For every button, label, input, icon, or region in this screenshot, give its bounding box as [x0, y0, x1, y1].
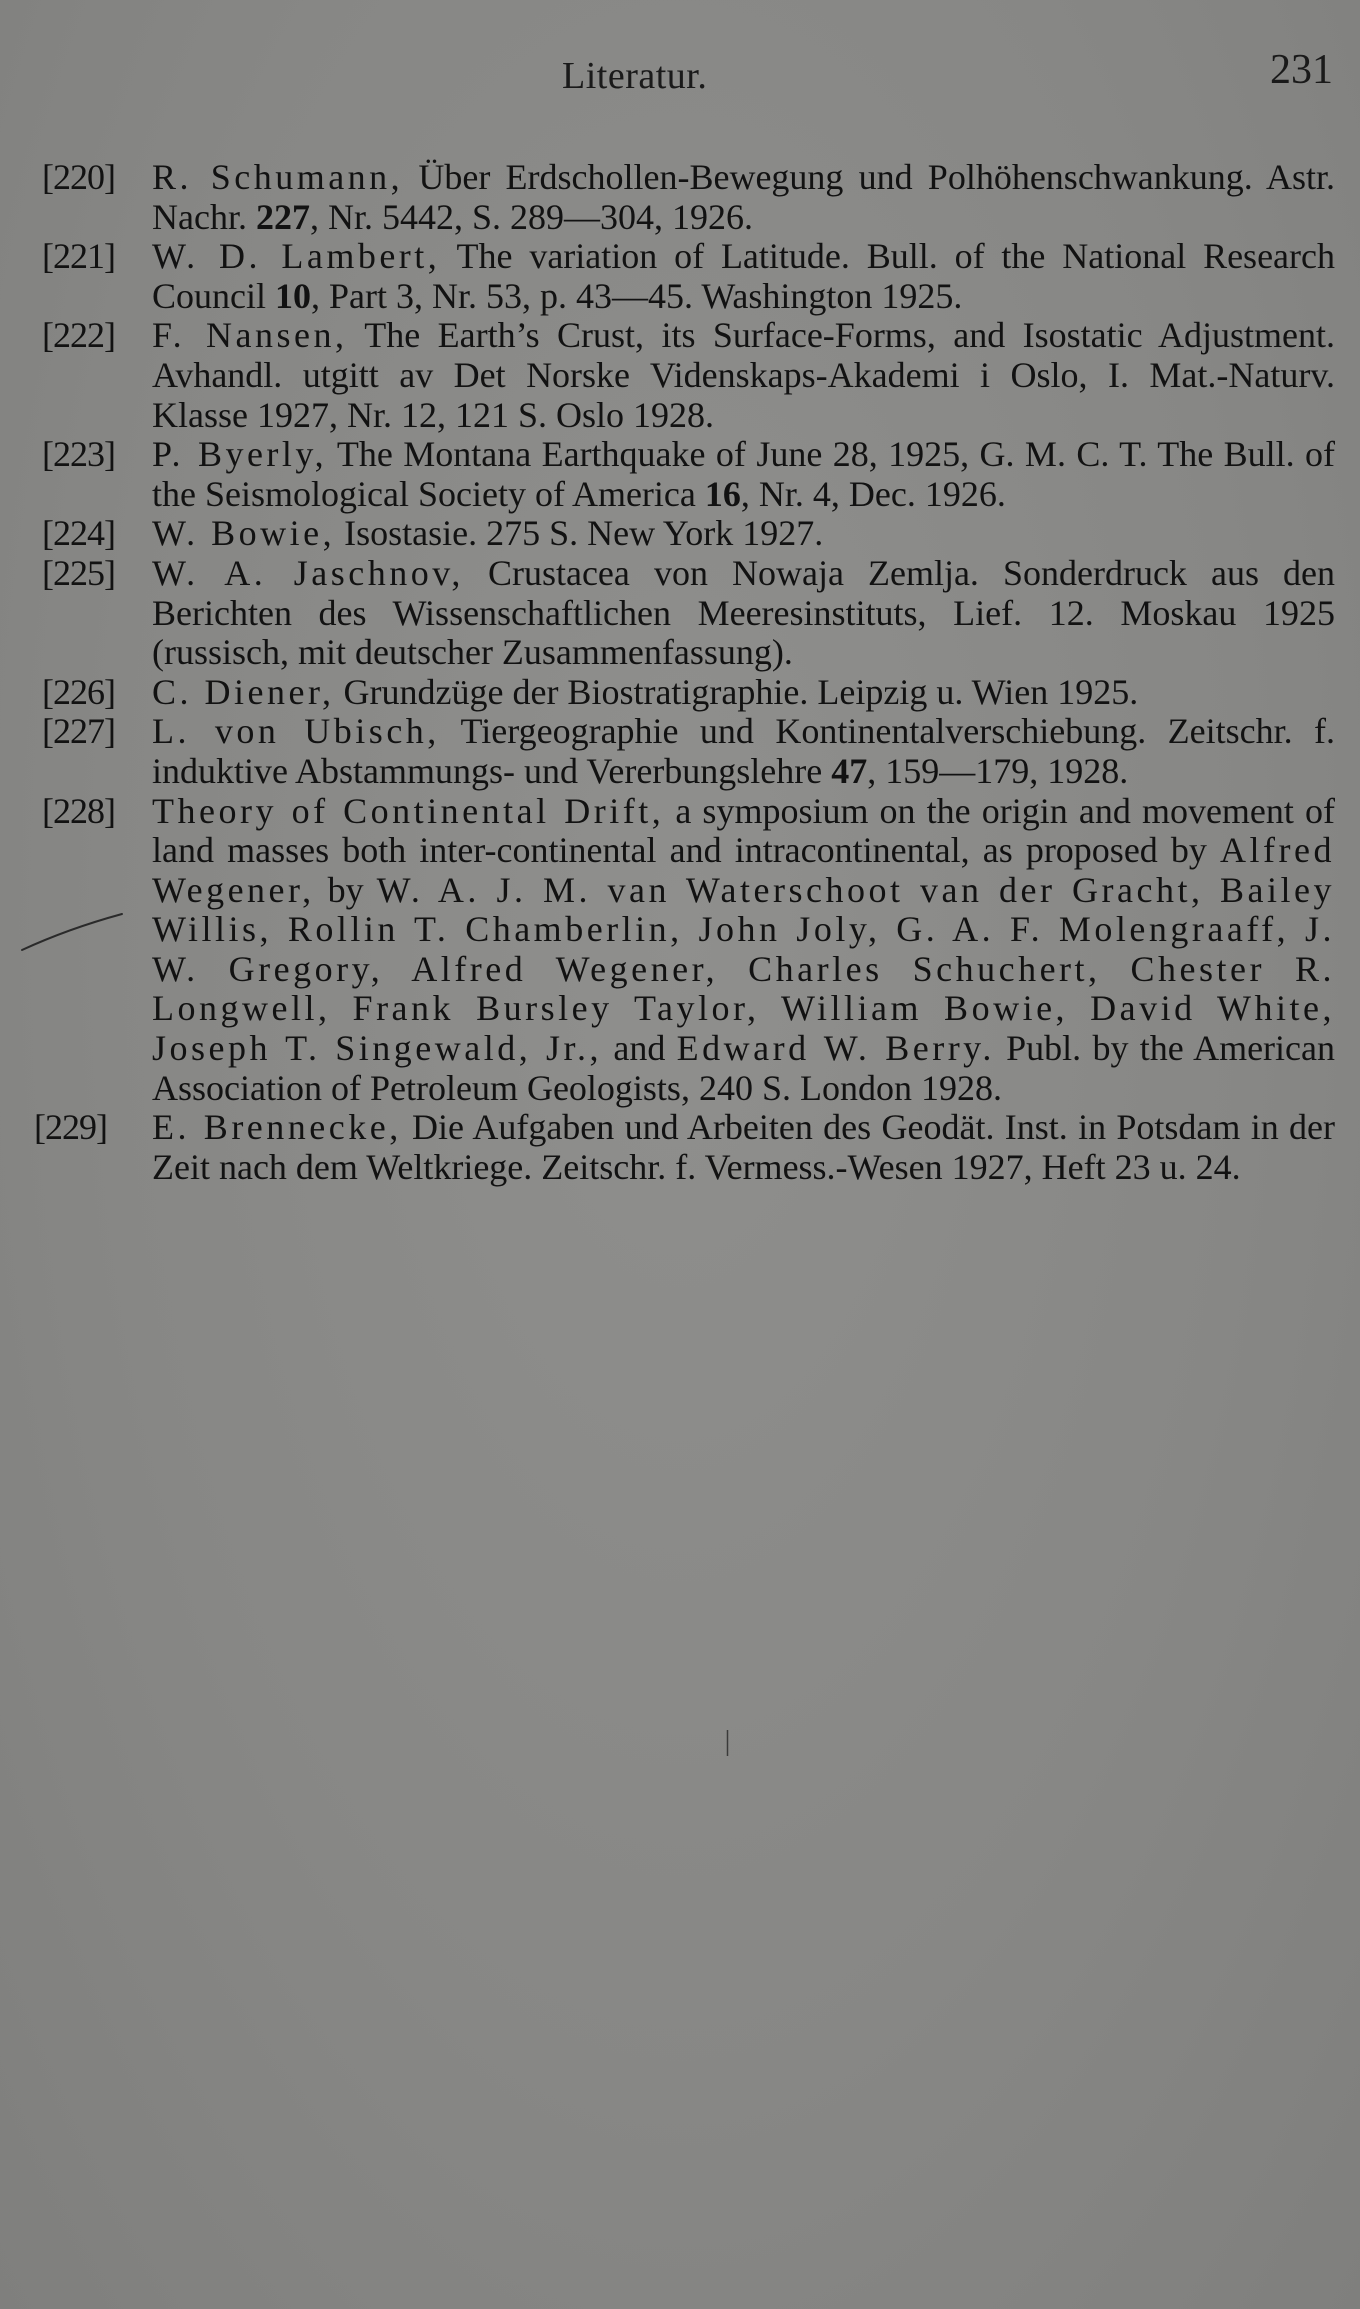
reference-segment: , Part 3, Nr. 53, p. 43—45. Washington 1925. — [311, 275, 963, 316]
reference-author: W. Bowie, — [152, 513, 336, 554]
reference-segment: Isostasie. 275 S. New York 1927. — [335, 513, 824, 554]
reference-segment: The Montana Earthquake of June 28, 1925, G. M. C. T. The Bull. of the Seismological Society of America — [152, 434, 1335, 514]
running-head-title: Literatur. — [562, 55, 708, 97]
reference-number: [225] — [42, 552, 115, 593]
reference-segment: The variation of Latitude. Bull. of the National Research Council — [152, 236, 1335, 316]
reference-author: C. Diener, — [152, 671, 335, 712]
reference-segment: Crustacea von Nowaja Zemlja. Sonderdruck aus den Berichten des Wissenschaftlichen Meeresinstituts, Lief. 12. Moskau 1925 (russisch, mit deutscher Zusammenfassung). — [152, 552, 1335, 673]
reference-text — [152, 792, 1335, 1109]
reference-author: L. von Ubisch, — [152, 711, 440, 752]
reference-segment: Publ. by the American Association of Petroleum Geologists, 240 S. London 1928. — [152, 1028, 1335, 1108]
reference-entry — [30, 792, 1335, 1109]
volume-number: 227 — [255, 196, 310, 237]
reference-text — [152, 712, 1335, 791]
reference-author: P. Byerly, — [152, 434, 328, 475]
running-head — [0, 46, 1360, 96]
reference-text — [152, 316, 1335, 435]
reference-segment: Tiergeographie und Kontinentalverschiebung. Zeitschr. f. induktive Abstammungs- und Vererbungslehre — [152, 711, 1335, 791]
reference-entry — [30, 237, 1335, 316]
reference-text — [152, 158, 1335, 237]
reference-entry — [30, 1108, 1335, 1187]
reference-author: Theory of Continental Drift, — [152, 790, 665, 831]
reference-number: [223] — [42, 434, 115, 475]
reference-author: F. Nansen, — [152, 315, 348, 356]
reference-entry — [30, 435, 1335, 514]
reference-segment: Über Erdschollen-Bewegung und Polhöhenschwankung. Astr. Nachr. — [152, 157, 1335, 237]
reference-entry — [30, 554, 1335, 673]
reference-segment: , Nr. 4, Dec. 1926. — [740, 473, 1006, 514]
volume-number: 16 — [704, 473, 741, 514]
page-number: 231 — [1270, 47, 1333, 93]
spaced-name: Alfred Wegener, — [152, 830, 1335, 910]
reference-author: W. D. Lambert, — [152, 236, 441, 277]
reference-number: [228] — [42, 790, 115, 831]
reference-number: [227] — [42, 711, 115, 752]
reference-segment: Grundzüge der Biostratigraphie. Leipzig u. Wien 1925. — [334, 671, 1139, 712]
reference-number: [221] — [42, 236, 115, 277]
reference-segment: Die Aufgaben und Arbeiten des Geodät. Inst. in Potsdam in der Zeit nach dem Weltkriege. Zeitschr. f. Vermess.-Wesen 1927, Heft 23 u. 24. — [152, 1107, 1335, 1187]
reference-text — [152, 237, 1335, 316]
reference-segment: and — [602, 1028, 677, 1069]
reference-segment: a symposium on the origin and movement of land masses both inter-continental and intracontinental, as proposed by — [152, 790, 1336, 871]
reference-text — [152, 435, 1335, 514]
reference-text — [152, 673, 1335, 713]
pencil-annotation-mark — [18, 900, 128, 970]
reference-entry — [30, 712, 1335, 791]
reference-entry — [30, 673, 1335, 713]
reference-segment: , 159—179, 1928. — [867, 750, 1129, 791]
reference-number: [222] — [42, 315, 115, 356]
reference-list — [30, 158, 1335, 1187]
reference-number: [220] — [42, 157, 115, 197]
reference-text — [152, 1108, 1335, 1187]
reference-text — [152, 554, 1335, 673]
spaced-name: W. A. J. M. van Waterschoot van der Gracht, Bailey Willis, Rollin T. Chamberlin, John Joly, G. A. F. Molengraaff, J. W. Gregory, Alfred Wegener, Charles Schuchert, Chester R. Longwell, Frank Bursley Taylor, William Bowie, David White, Joseph T. Singewald, Jr., — [152, 869, 1335, 1069]
reference-number: [229] — [34, 1107, 107, 1148]
paper-speck — [726, 1730, 729, 1756]
reference-text — [152, 514, 1335, 554]
reference-entry — [30, 514, 1335, 554]
reference-entry — [30, 316, 1335, 435]
reference-segment: by — [314, 869, 377, 910]
reference-segment: The Earth’s Crust, its Surface-Forms, and Isostatic Adjustment. Avhandl. utgitt av Det Norske Videnskaps-Akademi i Oslo, I. Mat.-Naturv. Klasse 1927, Nr. 12, 121 S. Oslo 1928. — [152, 315, 1335, 435]
reference-author: W. A. Jaschnov, — [152, 552, 464, 593]
reference-author: E. Brennecke, — [152, 1107, 402, 1148]
reference-number: [226] — [42, 671, 115, 712]
spaced-name: Edward W. Berry. — [676, 1028, 995, 1069]
reference-segment: , Nr. 5442, S. 289—304, 1926. — [309, 196, 753, 237]
volume-number: 10 — [275, 275, 311, 316]
volume-number: 47 — [831, 750, 868, 791]
reference-entry — [30, 158, 1335, 237]
reference-number: [224] — [42, 513, 115, 554]
reference-author: R. Schumann, — [152, 157, 404, 197]
